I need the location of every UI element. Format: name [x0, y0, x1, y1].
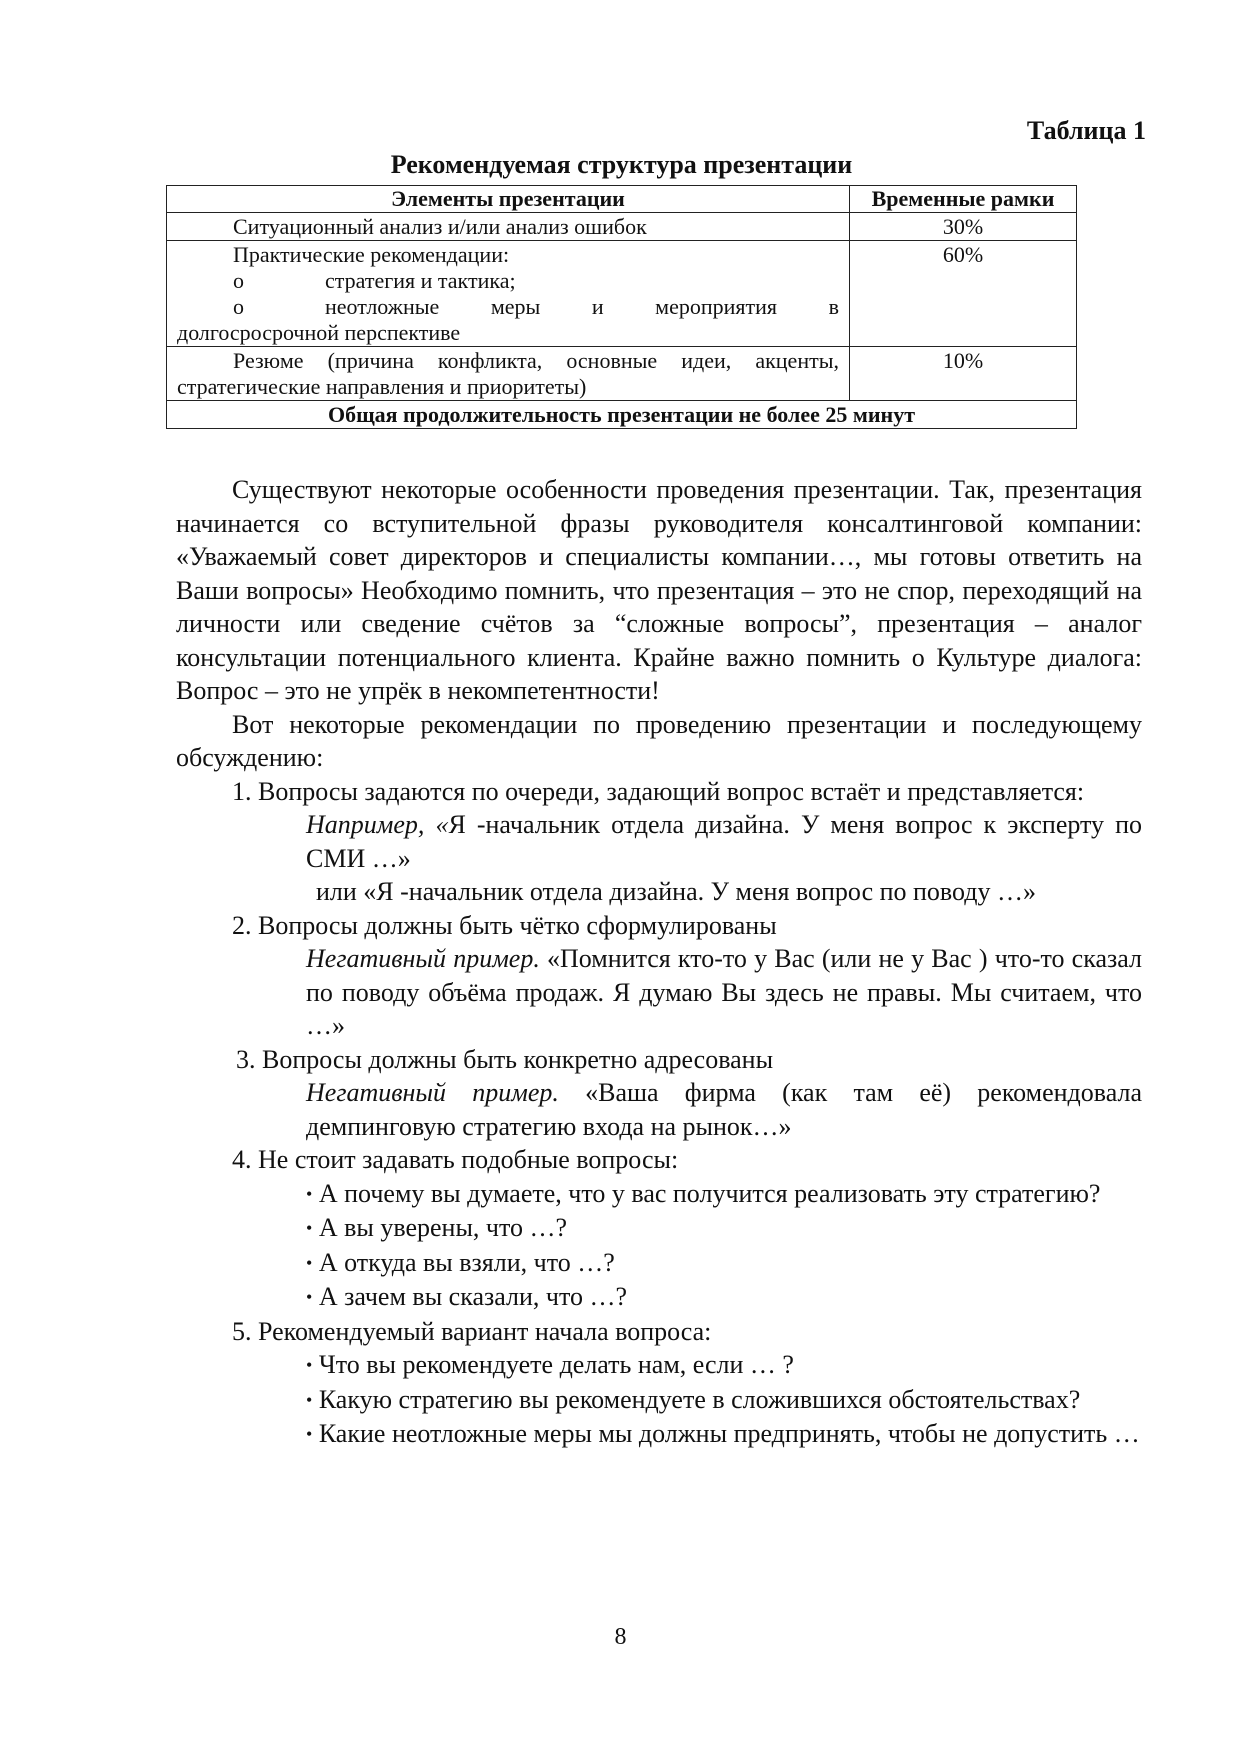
example-text: «Помнится кто-то у Вас (или не у Вас ) что-то сказал по поводу объёма продаж. Я думаю Вы здесь не правы. Мы считаем, что …» — [306, 944, 1142, 1040]
row3-element: Резюме (причина конфликта, основные идеи, акценты, стратегические направления и приоритеты) — [167, 347, 850, 401]
bullet-icon: • — [306, 1424, 313, 1444]
row2-sub1-text: стратегия и тактика; — [325, 268, 516, 293]
row3-time: 10% — [850, 347, 1077, 401]
example-label: Например, « — [306, 810, 449, 839]
word: неотложные — [325, 294, 440, 319]
table-number: Таблица 1 — [1026, 116, 1146, 145]
paragraph-intro: Существуют некоторые особенности проведения презентации. Так, презентация начинается со вступительной фразы руководителя консалтинговой компании: «Уважаемый совет директоров и специалисты компании…, мы готовы ответить на Ваши вопросы» Необходимо помнить, что презентация – это не спор, переходящий на личности или сведение счётов за “сложные вопросы”, презентация – аналог консультации потенциального клиента. Крайне важно помнить о Культуре диалога: Вопрос – это не упрёк в некомпетентности! — [176, 475, 1142, 705]
example-label: Негативный пример. — [306, 944, 540, 973]
example-text: Я -начальник отдела дизайна. У меня вопрос к эксперту по СМИ …» — [306, 810, 1142, 873]
list-item-2: 2. Вопросы должны быть чётко сформулированы — [232, 910, 777, 940]
list-marker: o — [233, 268, 244, 293]
row1-time: 30% — [850, 213, 1077, 241]
example-1 — [176, 808, 1142, 875]
bullet-text: Какие неотложные меры мы должны предпринять, чтобы не допустить … — [318, 1419, 1140, 1448]
table-row — [167, 347, 1077, 401]
bullet-text: А зачем вы сказали, что …? — [318, 1282, 628, 1311]
structure-table — [166, 185, 1077, 429]
table-total: Общая продолжительность презентации не более 25 минут — [167, 401, 1077, 429]
row2-sub2-continuation: долгосросрочной перспективе — [177, 320, 461, 345]
example-1b: или «Я -начальник отдела дизайна. У меня вопрос по поводу …» — [316, 877, 1037, 906]
bullet-icon: • — [306, 1183, 313, 1204]
bullet-icon: • — [306, 1355, 313, 1375]
table-total-row — [167, 401, 1077, 429]
example-3 — [176, 1076, 1142, 1143]
word: мероприятия — [655, 294, 778, 319]
row2-title: Практические рекомендации: — [233, 242, 510, 267]
list-item-3: 3. Вопросы должны быть конкретно адресованы — [236, 1044, 774, 1074]
word: и — [591, 294, 604, 319]
bullet-text: А откуда вы взяли, что …? — [318, 1247, 615, 1277]
row2-sub2 — [177, 294, 839, 320]
bullet-text: А почему вы думаете, что у вас получится реализовать эту стратегию? — [318, 1178, 1101, 1208]
table-header-row — [167, 186, 1077, 213]
bullet-item — [176, 1417, 1142, 1452]
word: в — [828, 294, 839, 319]
bullet-item — [176, 1177, 1142, 1212]
row2-sub2-text — [325, 294, 839, 320]
bullet-item — [176, 1246, 1142, 1281]
word: меры — [490, 294, 541, 319]
page-number: 8 — [614, 1624, 627, 1650]
bullet-text: А вы уверены, что …? — [318, 1213, 568, 1242]
table-title: Рекомендуемая структура презентации — [390, 150, 853, 179]
table-row — [167, 213, 1077, 241]
body-text — [176, 473, 1142, 1452]
example-label: Негативный пример. — [306, 1078, 559, 1107]
bullet-item — [176, 1280, 1142, 1315]
bullet-item — [176, 1348, 1142, 1383]
list-marker: o — [233, 294, 244, 319]
bullet-icon: • — [306, 1218, 313, 1238]
row2-sub1 — [177, 268, 839, 294]
bullet-icon: • — [306, 1252, 313, 1273]
row2-time: 60% — [850, 241, 1077, 347]
bullet-text: Какую стратегию вы рекомендуете в сложившихся обстоятельствах? — [318, 1384, 1081, 1414]
header-elements: Элементы презентации — [167, 186, 850, 213]
bullet-item — [176, 1383, 1142, 1418]
bullet-item — [176, 1211, 1142, 1246]
example-text: «Ваша фирма (как там её) рекомендовала демпинговую стратегию входа на рынок…» — [306, 1078, 1142, 1141]
list-item-1: 1. Вопросы задаются по очереди, задающий вопрос встаёт и представляется: — [232, 776, 1085, 806]
example-2 — [176, 942, 1142, 1043]
paragraph-recommendations: Вот некоторые рекомендации по проведению презентации и последующему обсуждению: — [176, 709, 1142, 772]
bullet-icon: • — [306, 1389, 313, 1410]
bullet-icon: • — [306, 1287, 313, 1307]
table-row — [167, 241, 1077, 347]
row1-element — [167, 213, 850, 241]
header-time: Временные рамки — [850, 186, 1077, 213]
list-item-4: 4. Не стоит задавать подобные вопросы: — [232, 1145, 679, 1174]
list-item-5: 5. Рекомендуемый вариант начала вопроса: — [232, 1316, 712, 1346]
row2-element — [167, 241, 850, 347]
row1-element-text: Ситуационный анализ и/или анализ ошибок — [233, 214, 647, 239]
bullet-text: Что вы рекомендуете делать нам, если … ? — [318, 1350, 794, 1379]
